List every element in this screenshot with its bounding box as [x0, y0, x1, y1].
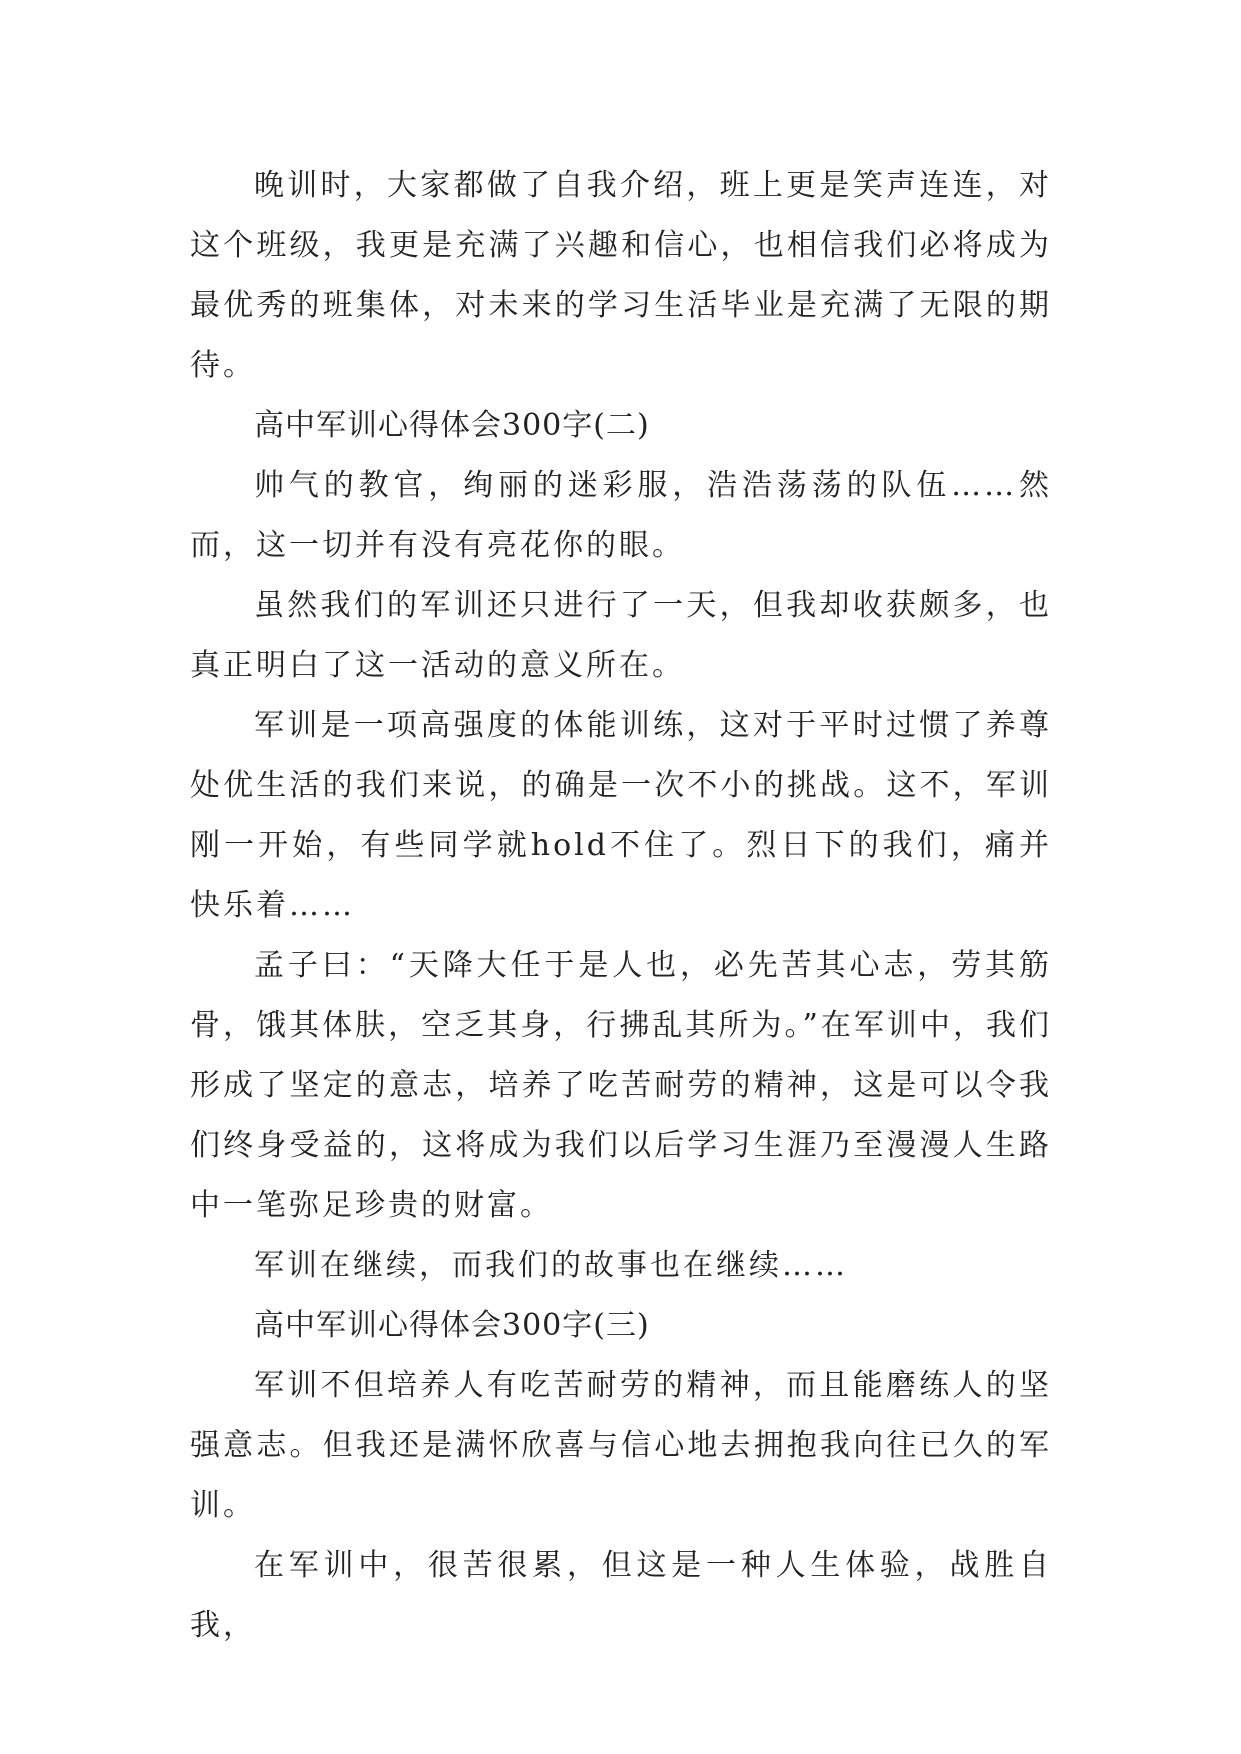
paragraph-life-experience: 在军训中，很苦很累，但这是一种人生体验，战胜自我， — [190, 1548, 1052, 1643]
paragraph-mencius-quote: 孟子曰：“天降大任于是人也，必先苦其心志，劳其筋骨，饿其体肤，空乏其身，行拂乱其所为。”在军训中，我们形成了坚定的意志，培养了吃苦耐劳的精神，这是可以令我们终身受益的，这将成为我们以后学习生涯乃至漫漫人生路中一笔弥足珍贵的财富。 — [190, 948, 1052, 1223]
paragraph-continues: 军训在继续，而我们的故事也在继续…… — [254, 1248, 848, 1283]
paragraph-challenge: 军训是一项高强度的体能训练，这对于平时过惯了养尊处优生活的我们来说，的确是一次不小的挑战。这不，军训刚一开始，有些同学就hold不住了。烈日下的我们，痛并快乐着…… — [190, 708, 1052, 923]
paragraph-instructor: 帅气的教官，绚丽的迷彩服，浩浩荡荡的队伍……然而，这一切并有没有亮花你的眼。 — [190, 468, 1052, 563]
paragraph-first-day: 虽然我们的军训还只进行了一天，但我却收获颇多，也真正明白了这一活动的意义所在。 — [190, 588, 1052, 683]
document-page — [190, 156, 1052, 1656]
section-heading-two: 高中军训心得体会300字(二) — [254, 408, 650, 443]
paragraph-willpower: 军训不但培养人有吃苦耐劳的精神，而且能磨练人的坚强意志。但我还是满怀欣喜与信心地去拥抱我向往已久的军训。 — [190, 1368, 1052, 1523]
section-heading-three: 高中军训心得体会300字(三) — [254, 1308, 650, 1343]
paragraph-evening-training: 晚训时，大家都做了自我介绍，班上更是笑声连连，对这个班级，我更是充满了兴趣和信心，也相信我们必将成为最优秀的班集体，对未来的学习生活毕业是充满了无限的期待。 — [190, 168, 1052, 383]
